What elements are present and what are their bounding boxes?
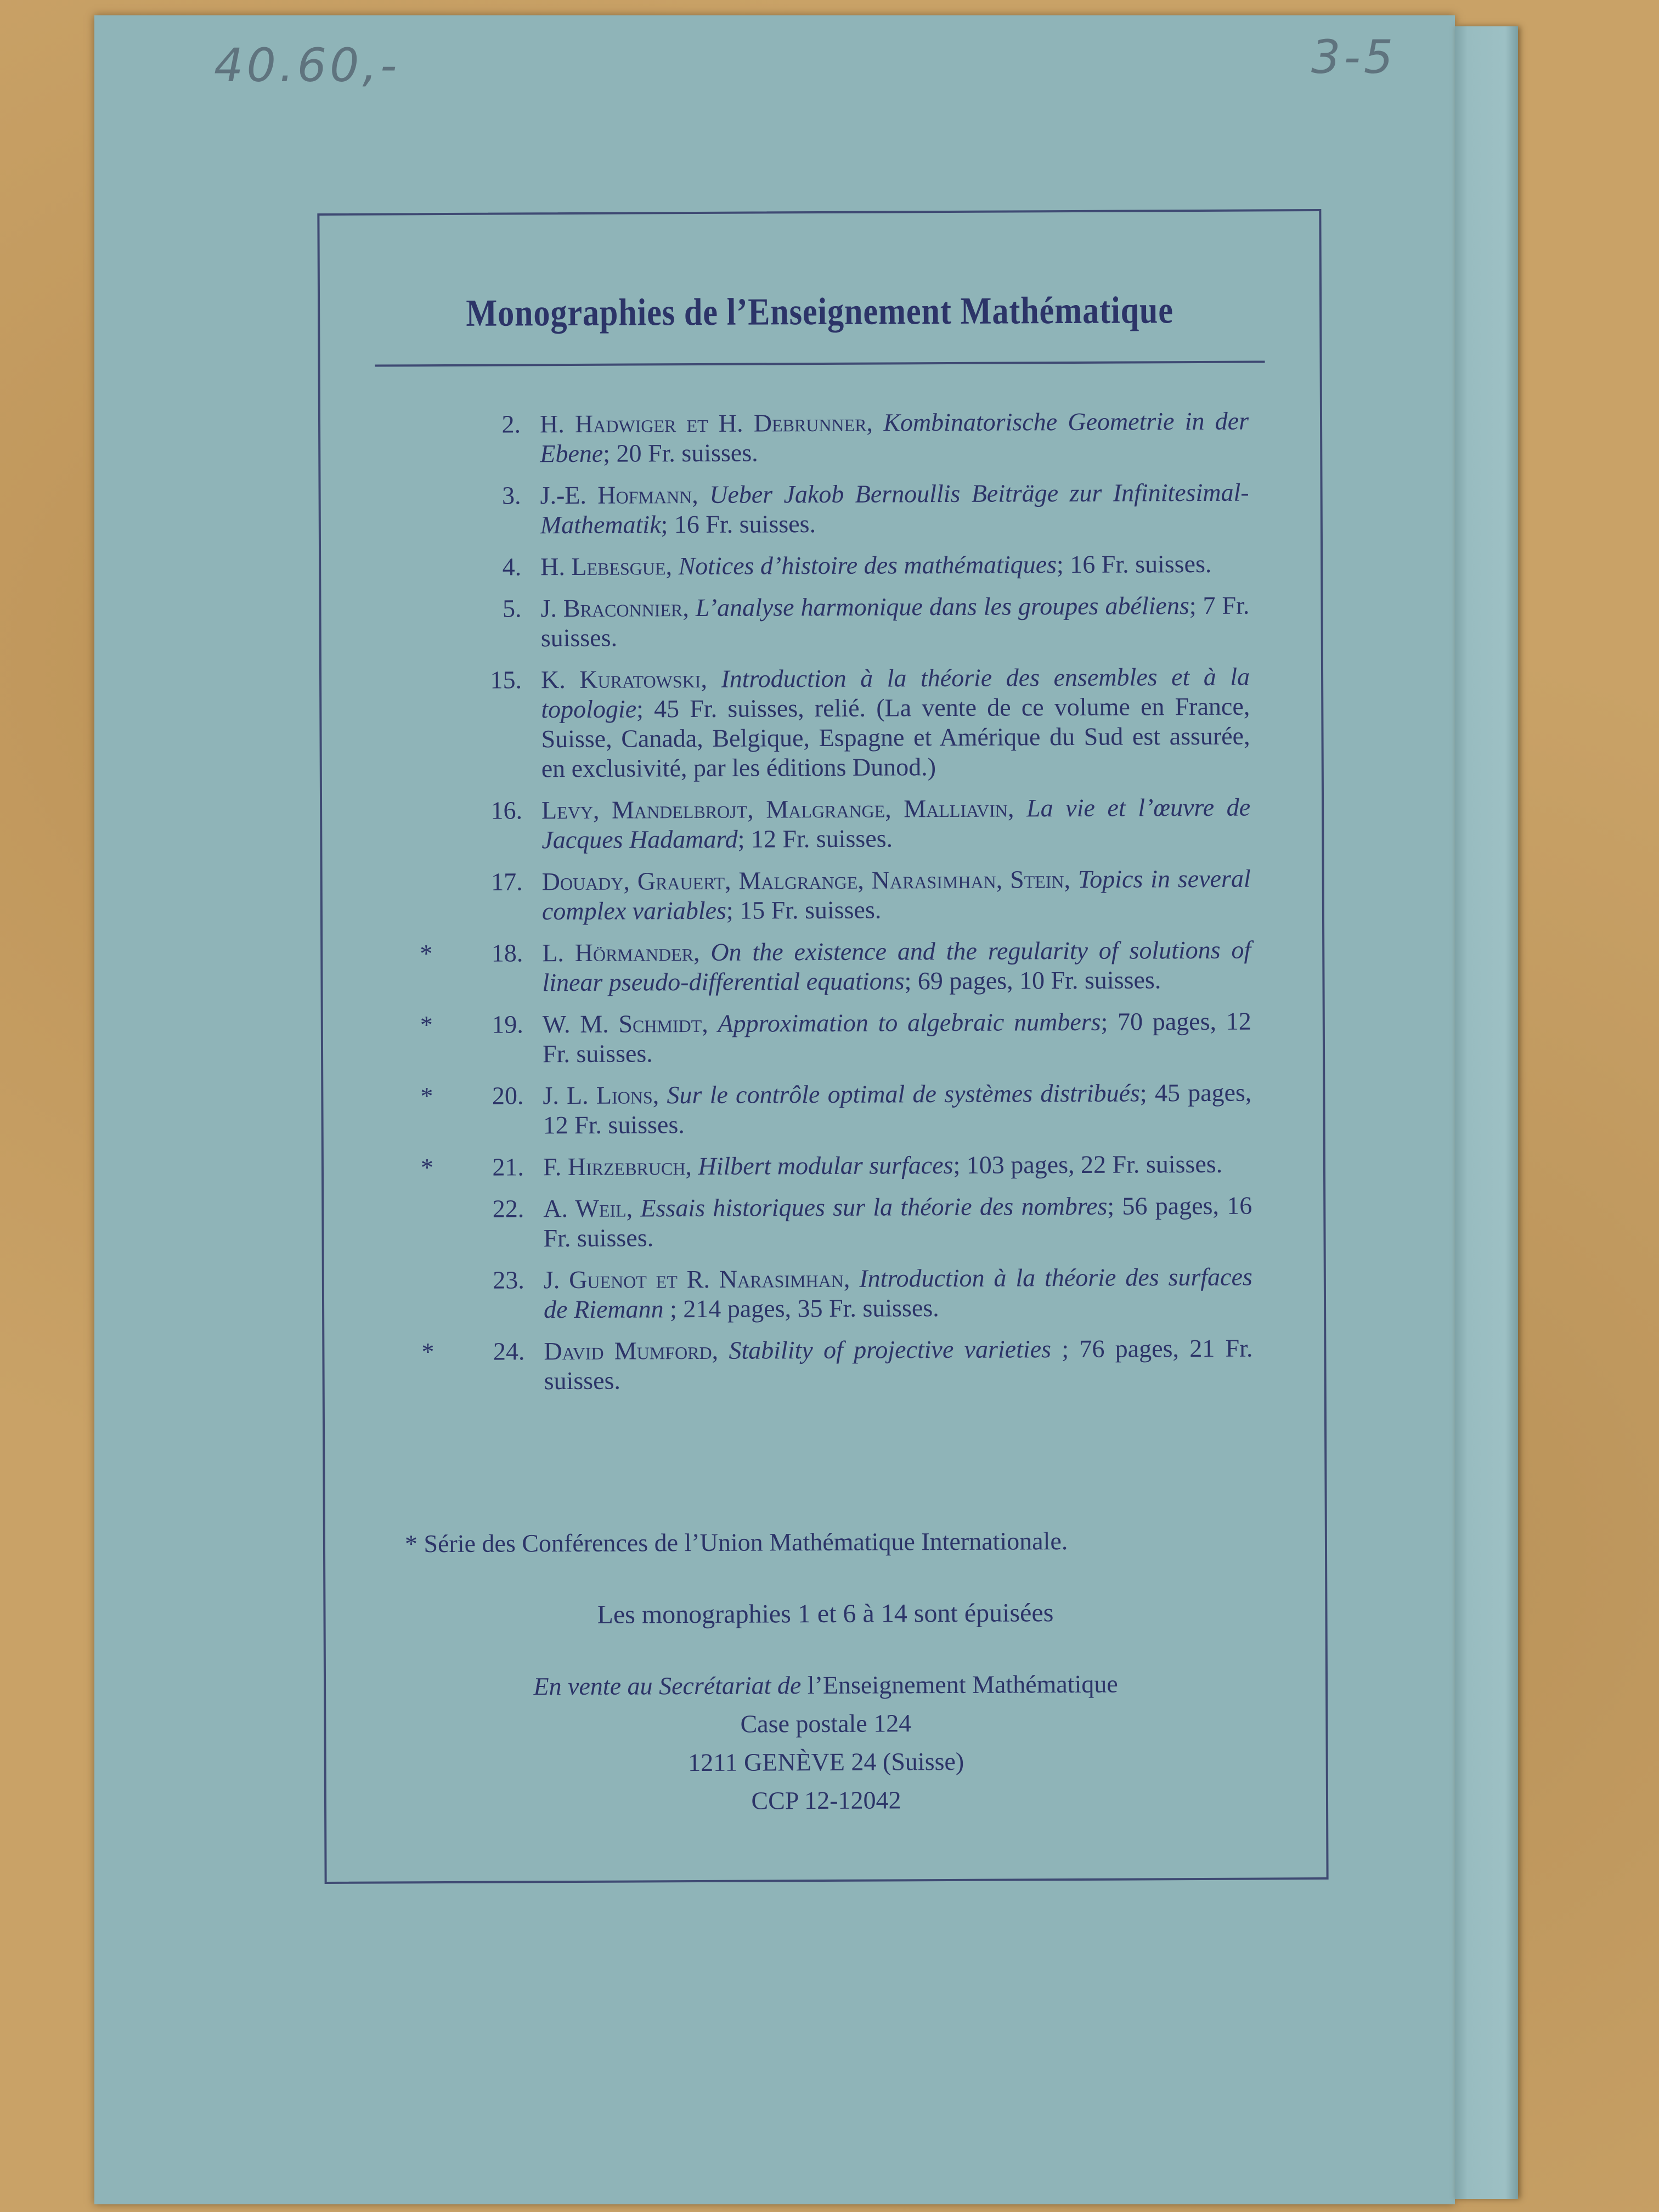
- entry-author: K. Kuratowski: [540, 664, 701, 694]
- entry-number: 22.: [492, 1194, 524, 1223]
- entry-number: 2.: [501, 410, 521, 438]
- entry-number: 3.: [502, 481, 521, 510]
- entry-title: Hilbert modular surfaces: [698, 1150, 953, 1180]
- entry-separator: ,: [1064, 865, 1078, 894]
- entry-title: Approximation to algebraic numbers: [718, 1007, 1101, 1037]
- entry-details: ; 103 pages, 22 Fr. suisses.: [953, 1149, 1223, 1179]
- entry-separator: ,: [693, 938, 711, 967]
- entry-separator: ,: [843, 1264, 860, 1293]
- entry-number: 5.: [502, 594, 522, 623]
- footnote: [405, 1525, 1270, 1559]
- series-title: Monographies de l’Enseignement Mathématique: [466, 289, 1174, 335]
- entry-title: Ueber Jakob Bernoullis Beiträge zur Infinitesimal-Mathematik: [540, 478, 1249, 539]
- advert-frame: [317, 209, 1328, 1884]
- entry-number: 16.: [490, 796, 523, 825]
- entry-number: 18.: [491, 939, 523, 967]
- list-item: [390, 1334, 1252, 1397]
- entry-details: ; 15 Fr. suisses.: [726, 895, 882, 924]
- entry-separator: ,: [702, 1009, 718, 1037]
- entry-separator: ,: [866, 408, 884, 437]
- entry-title: Introduction à la théorie des surfaces de Riemann: [543, 1262, 1252, 1324]
- address-ccp: CCP 12-12042: [751, 1786, 901, 1815]
- list-item: [388, 864, 1251, 927]
- list-item: [386, 407, 1249, 470]
- footnote-star: *: [404, 1530, 418, 1558]
- address-city: 1211 GENÈVE 24 (Suisse): [688, 1747, 964, 1777]
- address-sale-rest: l’Enseignement Mathématique: [807, 1669, 1118, 1700]
- list-item: [387, 549, 1249, 583]
- entry-title: Kombinatorische Geometrie in der Ebene: [540, 407, 1249, 468]
- entry-separator: ,: [712, 1336, 729, 1364]
- address-box: Case postale 124: [740, 1709, 912, 1738]
- entry-star: *: [420, 1153, 434, 1182]
- entry-separator: ,: [692, 480, 710, 509]
- entry-details: ; 45 Fr. suisses, relié. (La vente de ce volume en France, Suisse, Canada, Belgique, Espagne et Amérique du Sud est assurée, en exclusivité, par les éditions Dunod.): [541, 692, 1250, 783]
- list-item: [388, 793, 1250, 856]
- entry-title: La vie et l’œuvre de Jacques Hadamard: [541, 793, 1251, 854]
- entry-title: Stability of projective varieties: [729, 1335, 1052, 1364]
- entry-details: ; 70 pages, 12 Fr. suisses.: [542, 1007, 1251, 1068]
- list-item: [387, 591, 1249, 654]
- list-item: [386, 478, 1249, 541]
- entry-author: J. L. Lions: [543, 1081, 653, 1110]
- entry-details: ; 12 Fr. suisses.: [737, 824, 893, 853]
- entry-details: ; 56 pages, 16 Fr. suisses.: [543, 1191, 1252, 1252]
- entry-separator: ,: [1007, 794, 1027, 822]
- address-sale-italic: En vente au Secrétariat de: [533, 1671, 802, 1701]
- title-rule: [375, 360, 1265, 366]
- entry-number: 20.: [492, 1081, 524, 1110]
- entry-author: A. Weil: [543, 1194, 627, 1223]
- handwritten-price-note: 40.60,-: [214, 38, 400, 92]
- entry-title: Topics in several complex variables: [541, 864, 1251, 926]
- handwritten-code-note: 3-5: [1311, 30, 1397, 84]
- entry-separator: ,: [685, 1152, 698, 1181]
- entry-author: H. Hadwiger et H. Debrunner: [539, 408, 867, 438]
- list-item: [389, 1078, 1251, 1141]
- book-spine: [1455, 26, 1518, 2199]
- entry-separator: ,: [652, 1081, 667, 1109]
- entry-details: ; 214 pages, 35 Fr. suisses.: [663, 1294, 939, 1323]
- entry-number: 21.: [492, 1153, 524, 1181]
- entry-details: ; 7 Fr. suisses.: [540, 591, 1250, 652]
- entry-star: *: [420, 1082, 433, 1110]
- entry-number: 15.: [490, 665, 522, 694]
- entry-separator: ,: [665, 552, 679, 580]
- entry-author: David Mumford: [544, 1336, 712, 1365]
- entry-details: ; 69 pages, 10 Fr. suisses.: [904, 966, 1161, 995]
- list-item: [389, 1007, 1251, 1070]
- entry-author: J. Braconnier: [540, 594, 683, 623]
- entry-details: ; 16 Fr. suisses.: [1056, 549, 1212, 579]
- entry-number: 23.: [493, 1266, 524, 1294]
- entry-author: J. Guenot et R. Narasimhan: [543, 1264, 844, 1294]
- entry-title: Introduction à la théorie des ensembles et à la topologie: [541, 662, 1250, 724]
- list-item: [388, 935, 1251, 998]
- entry-details: ; 45 pages, 12 Fr. suisses.: [543, 1078, 1252, 1139]
- entry-title: On the existence and the regularity of solutions of linear pseudo-differential equations: [542, 935, 1251, 997]
- entry-author: Levy, Mandelbrojt, Malgrange, Malliavin: [541, 794, 1008, 825]
- list-item: [390, 1149, 1252, 1183]
- entry-author: H. Lebesgue: [540, 552, 666, 581]
- entry-title: L’analyse harmonique dans les groupes abéliens: [695, 591, 1189, 622]
- entry-number: 19.: [492, 1010, 523, 1039]
- entry-title: Essais historiques sur la théorie des nombres: [640, 1192, 1108, 1222]
- entry-author: Douady, Grauert, Malgrange, Narasimhan, Stein: [541, 865, 1064, 896]
- entry-details: ; 16 Fr. suisses.: [661, 510, 816, 539]
- footnote-text: Série des Conférences de l’Union Mathématique Internationale.: [424, 1527, 1068, 1558]
- entry-star: *: [421, 1338, 435, 1366]
- entry-author: J.-E. Hofmann: [540, 481, 692, 510]
- entry-author: F. Hirzebruch: [543, 1152, 686, 1181]
- monograph-list: [386, 407, 1253, 1409]
- list-item: [390, 1262, 1252, 1325]
- address-sale-line: [326, 1664, 1325, 1707]
- list-item: [387, 662, 1250, 785]
- entry-author: L. Hörmander: [542, 938, 694, 967]
- entry-details: ; 76 pages, 21 Fr. suisses.: [544, 1334, 1253, 1395]
- entry-number: 17.: [491, 867, 523, 896]
- entry-title: Sur le contrôle optimal de systèmes distribués: [667, 1079, 1140, 1109]
- entry-author: W. M. Schmidt: [542, 1009, 702, 1039]
- list-item: [390, 1191, 1252, 1254]
- sales-address: [326, 1664, 1326, 1822]
- entry-star: *: [420, 939, 433, 968]
- entry-star: *: [420, 1011, 433, 1039]
- out-of-print-notice: Les monographies 1 et 6 à 14 sont épuisées: [597, 1598, 1054, 1629]
- entry-details: ; 20 Fr. suisses.: [603, 438, 758, 467]
- entry-number: 4.: [502, 552, 522, 581]
- entry-title: Notices d’histoire des mathématiques: [678, 550, 1057, 580]
- entry-separator: ,: [682, 594, 696, 622]
- entry-separator: ,: [701, 664, 721, 693]
- entry-number: 24.: [493, 1337, 525, 1365]
- entry-separator: ,: [626, 1194, 641, 1222]
